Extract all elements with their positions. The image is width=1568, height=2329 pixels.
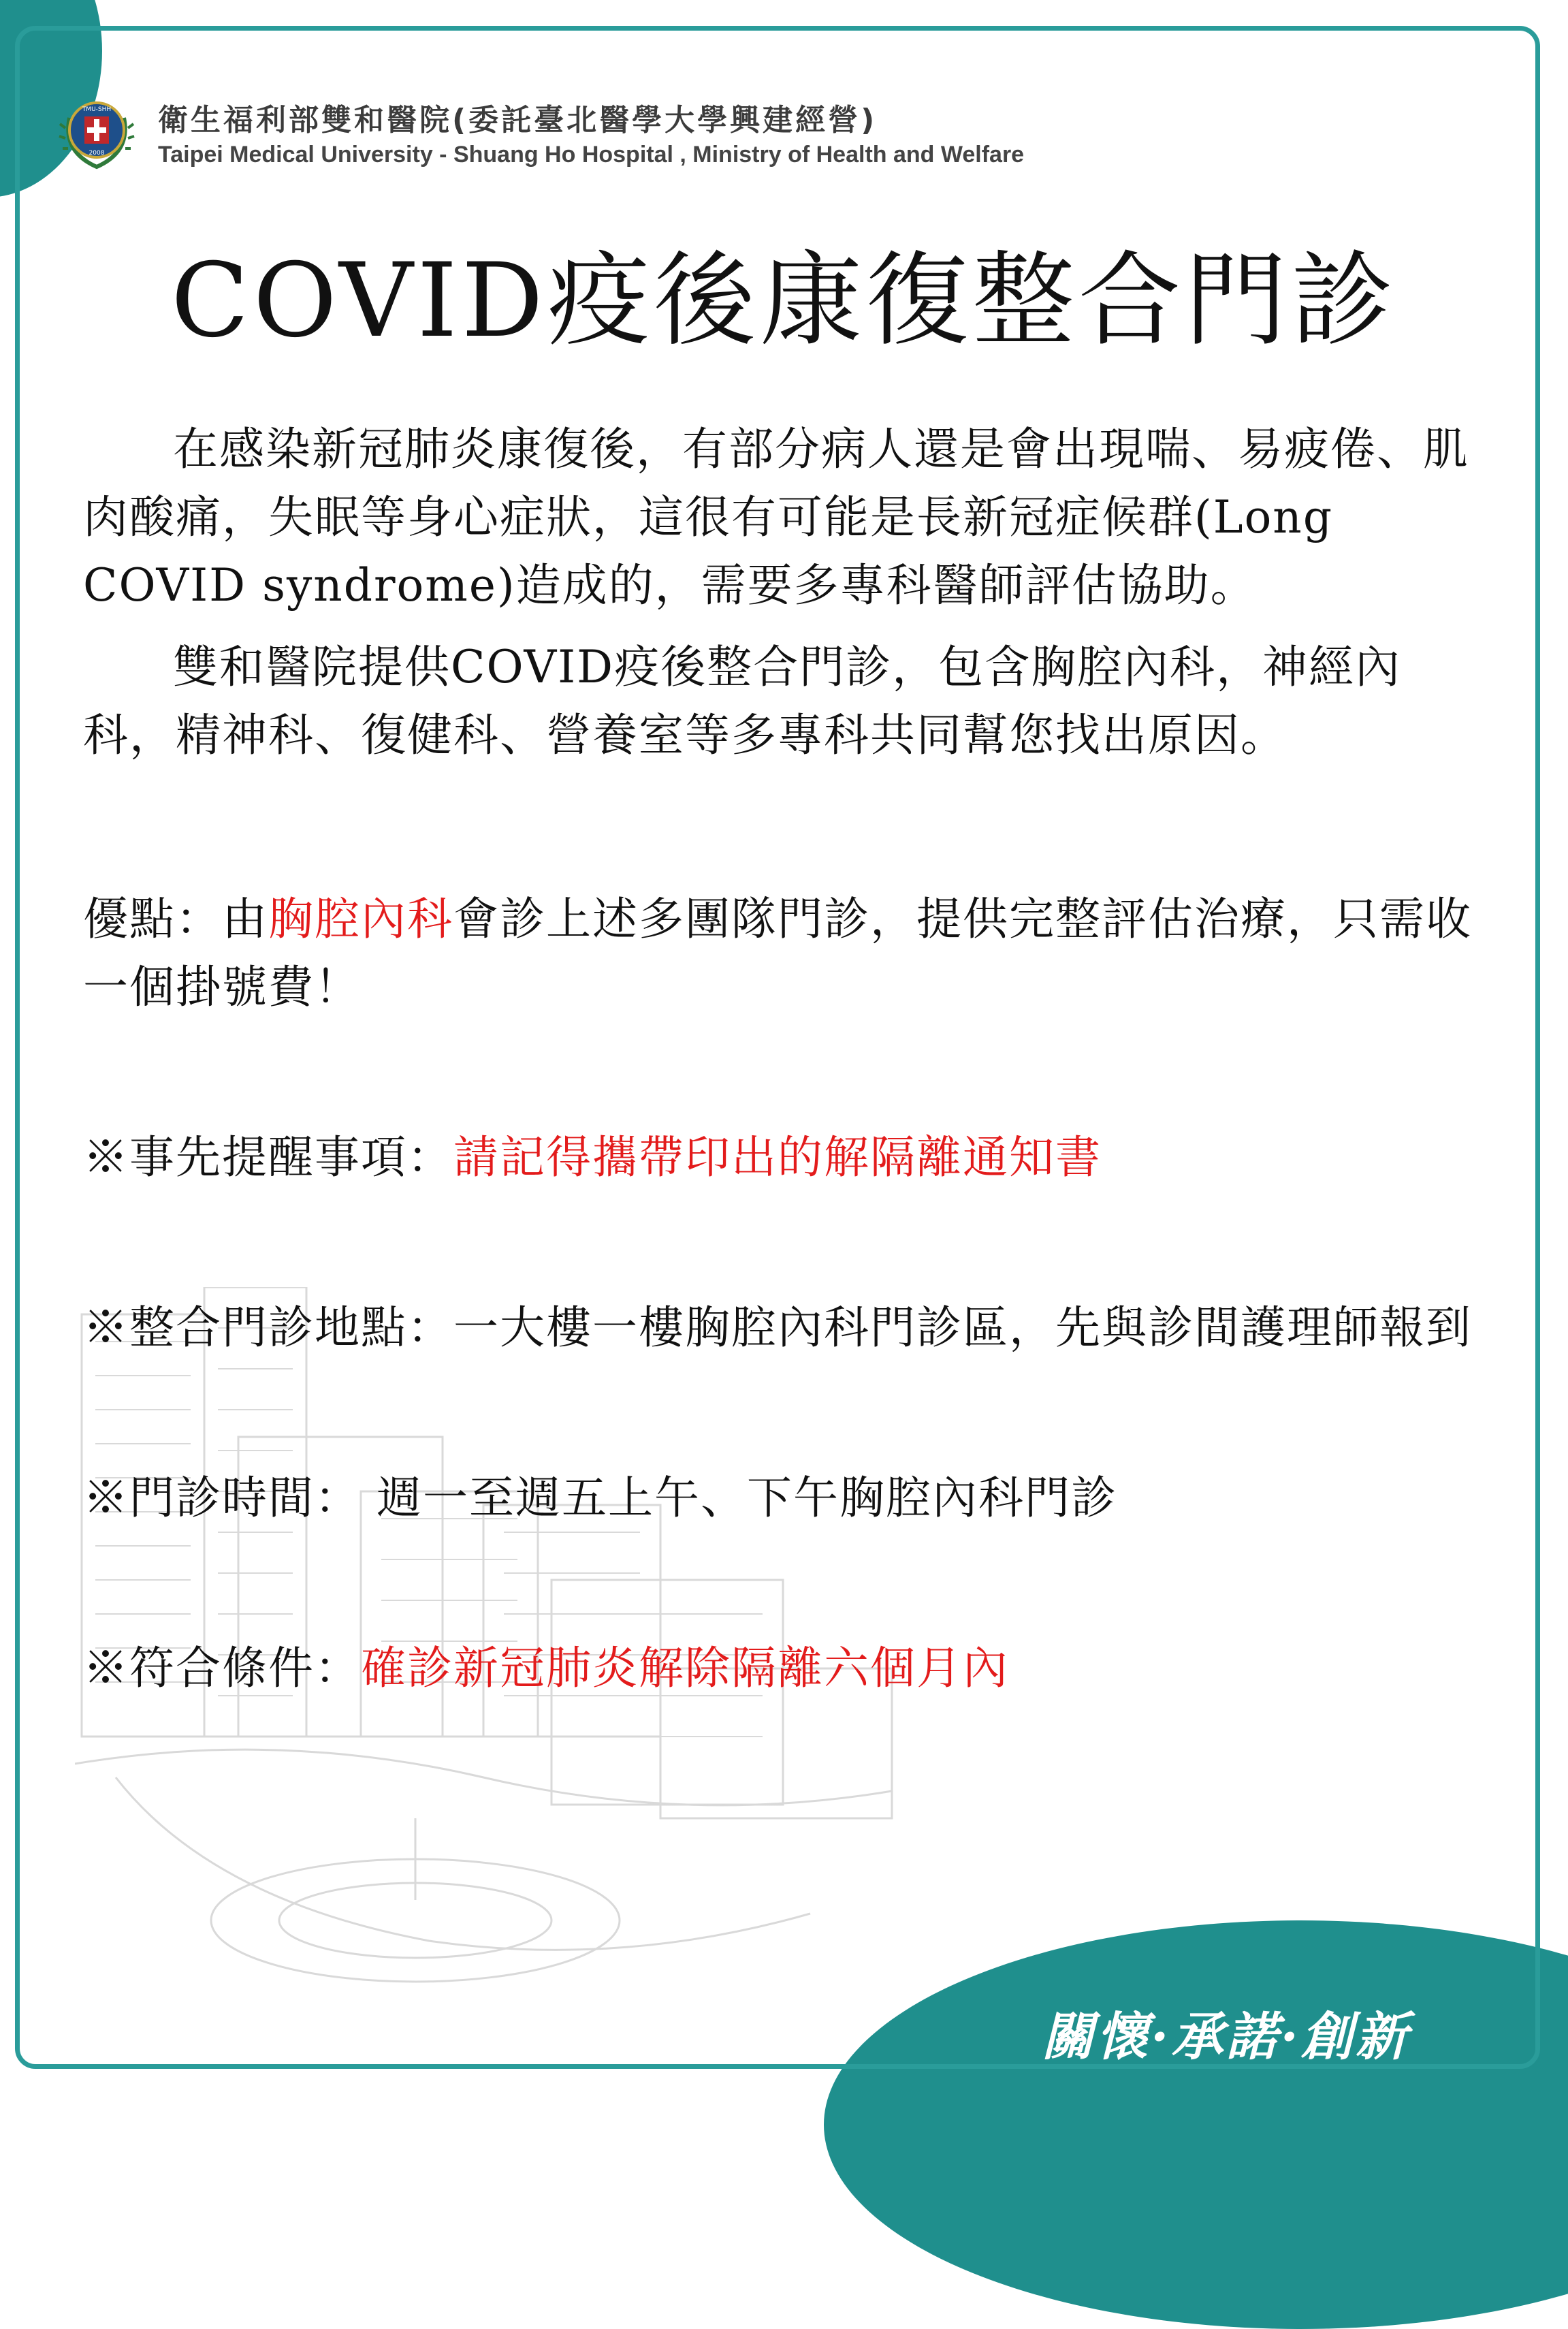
hospital-slogan: 關懷·承諾·創新 bbox=[1042, 2006, 1410, 2067]
intro-paragraph-2: 雙和醫院提供COVID疫後整合門診，包含胸腔內科，神經內科，精神科、復健科、營養室等多專科共同幫您找出原因。 bbox=[83, 641, 1402, 761]
eligibility-text bbox=[83, 1634, 1486, 1702]
reminder-value: 請記得攜帶印出的解隔離通知書 bbox=[453, 1131, 1102, 1184]
intro-paragraph-1: 在感染新冠肺炎康復後，有部分病人還是會出現喘、易疲倦、肌肉酸痛，失眠等身心症狀，這很有可能是長新冠症候群(Long COVID syndrome)造成的，需要多專科醫師評估協助。 bbox=[83, 423, 1469, 612]
hospital-name-zh: 衛生福利部雙和醫院(委託臺北醫學大學興建經營) bbox=[158, 102, 878, 138]
eligibility-value: 確診新冠肺炎解除隔離六個月內 bbox=[361, 1642, 1009, 1694]
hospital-name-block bbox=[158, 95, 1024, 168]
advantage-highlight: 胸腔內科 bbox=[268, 893, 453, 945]
page-title: COVID疫後康復整合門診 bbox=[171, 242, 1397, 360]
eligibility-label: ※符合條件： bbox=[83, 1642, 361, 1694]
advantage-label: 優點：由 bbox=[83, 893, 268, 945]
advantage-text bbox=[83, 885, 1486, 1021]
hospital-emblem-icon bbox=[56, 91, 138, 172]
logo-top-text: TMU-SHH bbox=[82, 106, 112, 113]
location-text: ※整合門診地點：一大樓一樓胸腔內科門診區，先與診間護理師報到 bbox=[83, 1301, 1472, 1354]
hours-text bbox=[83, 1464, 1486, 1532]
logo-bottom-text: 2008 bbox=[89, 150, 105, 157]
reminder-label: ※事先提醒事項： bbox=[83, 1131, 453, 1184]
poster-content bbox=[83, 415, 1486, 1702]
hours-value: 週一至週五上午、下午胸腔內科門診 bbox=[361, 1472, 1117, 1524]
reminder-text bbox=[83, 1124, 1486, 1192]
hospital-name-en: Taipei Medical University - Shuang Ho Hospital , Ministry of Health and Welfare bbox=[158, 141, 1025, 168]
advantage-rest: 會診上述多團隊門診，提供完整評估治療，只需收一個掛號費！ bbox=[83, 893, 1472, 1013]
hospital-header bbox=[56, 87, 1024, 176]
hours-label: ※門診時間： bbox=[83, 1472, 361, 1524]
